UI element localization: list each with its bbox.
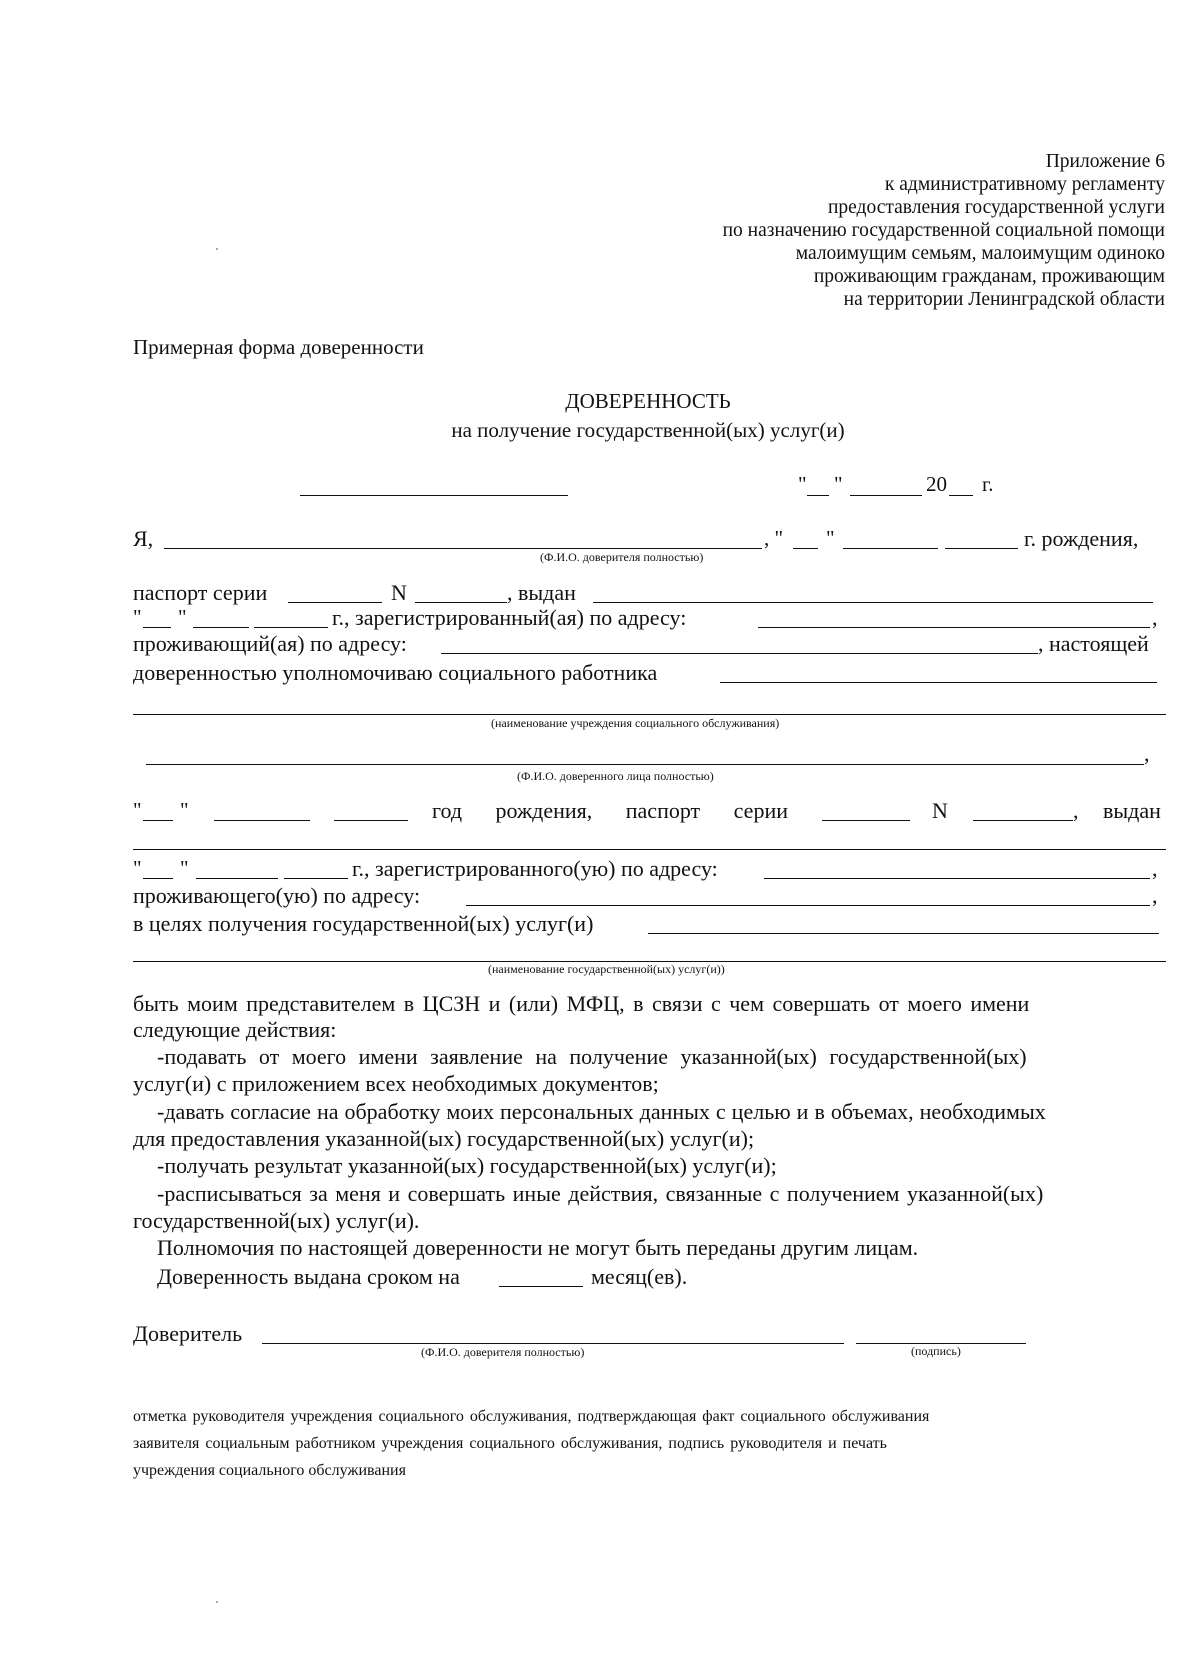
paragraph-3-line-2: для предоставления указанной(ых) государственной(ых) услуг(и); [133,1126,755,1151]
paragraph-3-line-1: -давать согласие на обработку моих персональных данных с целью и в объемах, необходимых [157,1099,1046,1124]
paragraph-4: -получать результат указанной(ых) государственной(ых) услуг(и); [157,1153,777,1178]
reg-year-blank [254,627,328,628]
word-passport: паспорт [625,798,701,823]
year-suffix: г. [982,472,994,496]
agent-quote-open: " [133,798,142,822]
paragraph-6: Полномочия по настоящей доверенности не могут быть переданы другим лицам. [157,1235,919,1260]
principal-signature-name-caption: (Ф.И.О. доверителя полностью) [421,1345,585,1359]
this-power-label: , настоящей [1038,631,1149,656]
agent-reg-month-blank [196,878,278,879]
passport-number-blank [415,602,507,603]
institution-caption: (наименование учреждения социального обслуживания) [491,716,780,730]
passport-series-label: паспорт серии [133,580,268,605]
word-year: год [432,798,463,823]
agent-registered-label: г., зарегистрированного(ую) по адресу: [352,856,718,881]
place-blank [300,495,568,496]
principal-signature-caption: (подпись) [911,1344,961,1358]
header-line-5: малоимущим семьям, малоимущим одиноко [795,243,1165,264]
footer-line-1 [133,1409,1169,1425]
word-birth: рождения, [495,798,593,823]
authorize-label: доверенностью уполномочиваю социального работника [133,660,658,685]
footer-line-3: учреждения социального обслуживания [133,1462,406,1479]
principal-name-blank [164,548,762,549]
reg-quote-open: " [133,605,142,629]
agent-residing-comma: , [1152,883,1158,908]
quote-close: " [834,472,843,496]
year-prefix: 20 [926,472,947,496]
paragraph-5-line-2: государственной(ых) услуг(и). [133,1208,420,1233]
service-name-caption: (наименование государственной(ых) услуг(и)) [488,962,725,976]
registered-comma: , [1152,605,1158,630]
agent-reg-day-blank [143,878,173,879]
term-months-blank [499,1286,583,1287]
footer-line-1-text: отметка руководителя учреждения социального обслуживания, подтверждающая факт социального обслуживания [133,1408,930,1425]
principal-name-caption: (Ф.И.О. доверителя полностью) [540,550,704,564]
paragraph-2-line-2: услуг(и) с приложением всех необходимых документов; [133,1071,659,1096]
header-line-6: проживающим гражданам, проживающим [813,266,1165,287]
agent-registered-comma: , [1152,856,1158,881]
agent-reg-quote-open: " [133,856,142,880]
agent-birth-passport-words [432,800,788,822]
agent-series-blank [822,820,910,821]
ya-label: Я, [133,526,154,551]
quote-open: " [798,472,807,496]
header-line-2: к административному регламенту [884,174,1165,195]
issued-by-blank [593,602,1153,603]
registered-label: г., зарегистрированный(ая) по адресу: [332,605,687,630]
agent-year-blank [334,820,408,821]
social-worker-blank [720,682,1157,683]
header-line-7: на территории Ленинградской области [843,289,1165,310]
header-line-3: предоставления государственной услуги [827,197,1165,218]
residing-address-blank [441,653,1038,654]
agent-number-blank [973,820,1073,821]
agent-name-caption: (Ф.И.О. доверенного лица полностью) [517,769,714,783]
paragraph-7-suffix: месяц(ев). [591,1264,688,1289]
principal-signature-name-blank [262,1343,844,1344]
purpose-label: в целях получения государственной(ых) услуг(и) [133,911,594,936]
birth-label: г. рождения, [1024,526,1139,551]
agent-residing-label: проживающего(ую) по адресу: [133,883,421,908]
agent-name-blank [146,764,1144,765]
birth-year-blank [945,548,1018,549]
paragraph-7-prefix: Доверенность выдана сроком на [157,1264,460,1289]
header-line-4: по назначению государственной социальной помощи [722,220,1165,241]
scan-speck [216,248,218,250]
quote-mark: " [826,526,835,550]
registered-address-blank [758,627,1150,628]
agent-month-blank [214,820,310,821]
footer-line-2: заявителя социальным работником учреждения социального обслуживания, подпись руководителя и печать [133,1435,887,1452]
paragraph-1-line-2: следующие действия: [133,1017,337,1042]
form-label: Примерная форма доверенности [133,335,424,359]
agent-residing-address-blank [466,905,1150,906]
residing-label: проживающий(ая) по адресу: [133,631,407,656]
birth-month-blank [843,548,938,549]
comma-quote: , " [764,526,784,550]
reg-day-blank [143,627,171,628]
document-subtitle: на получение государственной(ых) услуг(и) [451,418,845,442]
agent-number-comma: , [1073,798,1079,823]
header-line-1: Приложение 6 [1045,151,1165,172]
month-blank [850,495,922,496]
agent-reg-quote-close: " [180,856,189,880]
paragraph-2-line-1: -подавать от моего имени заявление на получение указанной(ых) государственной(ых) [157,1044,1027,1069]
birth-day-blank [793,548,818,549]
passport-n-label: N [391,580,407,605]
paragraph-5-line-1: -расписываться за меня и совершать иные действия, связанные с получением указанной(ых) [157,1181,1044,1206]
agent-issued-by-blank [133,849,1166,850]
agent-issued-label: выдан [1103,798,1161,823]
issued-label: , выдан [507,580,576,605]
word-series: серии [733,798,788,823]
reg-quote-close: " [178,605,187,629]
agent-n-label: N [932,798,948,823]
reg-month-blank [193,627,249,628]
document-title: ДОВЕРЕННОСТЬ [565,389,731,413]
scan-speck [216,1601,218,1603]
agent-day-blank [143,820,173,821]
purpose-blank [648,933,1159,934]
year-blank [949,495,973,496]
principal-signature-label: Доверитель [133,1321,243,1346]
institution-blank [133,714,1166,715]
paragraph-1-line-1-text: быть моим представителем в ЦСЗН и (или) МФЦ, в связи с чем совершать от моего имени [133,991,1030,1016]
agent-registered-address-blank [764,878,1150,879]
agent-reg-year-blank [284,878,348,879]
agent-quote-close: " [180,798,189,822]
paragraph-1-line-1 [133,993,1166,1015]
agent-comma: , [1144,741,1150,766]
day-blank [807,495,829,496]
passport-series-blank [288,602,382,603]
